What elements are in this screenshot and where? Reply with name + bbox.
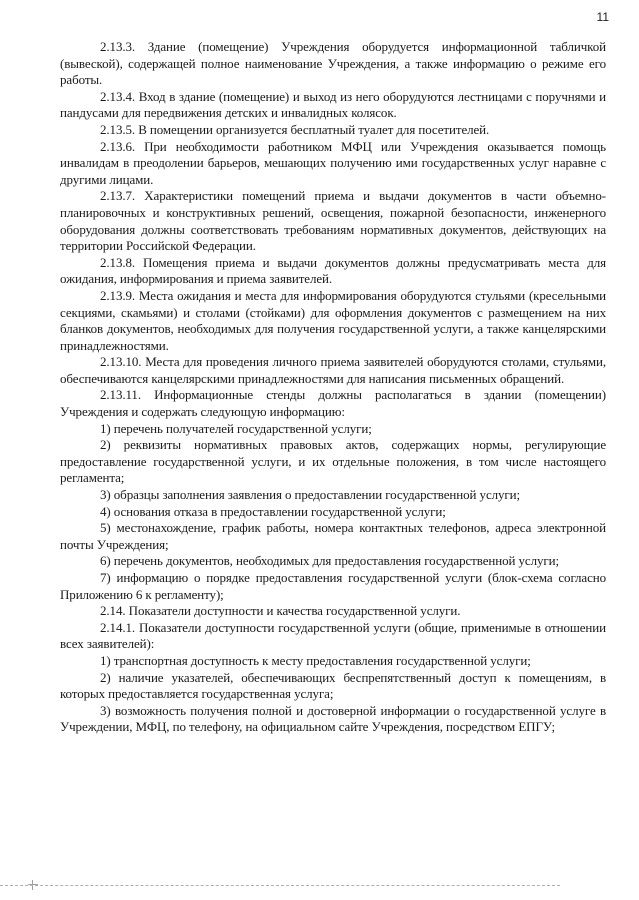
accessibility-item-3: 3) возможность получения полной и достоверной информации о государственной услуге в Учреждении, МФЦ, по телефону, на официальном сайте Учреждения, посредством ЕПГУ;: [60, 702, 606, 735]
list-item-1: 1) перечень получателей государственной услуги;: [100, 420, 372, 436]
section-heading-2-14: 2.14. Показатели доступности и качества государственной услуги.: [100, 603, 461, 619]
paragraph-2-13-4: 2.13.4. Вход в здание (помещение) и выход из него оборудуются лестницами с поручнями и пандусами для передвижения детских и инвалидных колясок.: [60, 88, 606, 121]
list-item-3: 3) образцы заполнения заявления о предоставлении государственной услуги;: [100, 487, 520, 503]
accessibility-item-2: 2) наличие указателей, обеспечивающих беспрепятственный доступ к помещениям, в которых предоставляется государственная услуга;: [60, 669, 606, 702]
list-item-2: 2) реквизиты нормативных правовых актов, содержащих нормы, регулирующие предоставление государственной услуги, и их отдельные положения, в том числе настоящего регламента;: [60, 437, 606, 486]
accessibility-item-1: 1) транспортная доступность к месту предоставления государственной услуги;: [100, 652, 531, 668]
paragraph-2-13-5: 2.13.5. В помещении организуется бесплатный туалет для посетителей.: [100, 121, 490, 137]
paragraph-2-13-10: 2.13.10. Места для проведения личного приема заявителей оборудуются столами, стульями, обеспечиваются канцелярскими принадлежностями для написания письменных обращений.: [60, 354, 606, 386]
list-item-5: 5) местонахождение, график работы, номера контактных телефонов, адреса электронной почты Учреждения;: [60, 520, 606, 552]
page-number: 11: [596, 10, 609, 24]
paragraph-2-13-11: 2.13.11. Информационные стенды должны располагаться в здании (помещении) Учреждения и содержать следующую информацию:: [60, 387, 606, 420]
footer-divider: [0, 885, 560, 886]
paragraph-2-13-9: 2.13.9. Места ожидания и места для информирования оборудуются стульями (кресельными секциями, скамьями) и столами (стойками) для оформления документов с размещением на них бланков документов, необходимых для получения государственной услуги, а также канцелярскими принадлежностями.: [60, 287, 606, 353]
paragraph-2-13-7: 2.13.7. Характеристики помещений приема и выдачи документов в части объемно-планировочных и конструктивных решений, освещения, пожарной безопасности, инженерного оборудования должны соответствовать требованиям нормативных документов, действующих на территории Российской Федерации.: [60, 188, 606, 254]
paragraph-2-13-8: 2.13.8. Помещения приема и выдачи документов должны предусматривать места для ожидания, информирования и приема заявителей.: [60, 254, 606, 287]
list-item-7: 7) информацию о порядке предоставления государственной услуги (блок-схема согласно Приложению 6 к регламенту);: [60, 570, 606, 602]
paragraph-2-14-1: 2.14.1. Показатели доступности государственной услуги (общие, применимые в отношении всех заявителей):: [60, 619, 606, 652]
paragraph-2-13-3: 2.13.3. Здание (помещение) Учреждения оборудуется информационной табличкой (вывеской), содержащей полное наименование Учреждения, а также информацию о режиме его работы.: [60, 39, 606, 88]
document-body: [60, 39, 606, 736]
paragraph-2-13-6: 2.13.6. При необходимости работником МФЦ или Учреждения оказывается помощь инвалидам в преодолении барьеров, мешающих получению ими государственных услуг наравне с другими лицами.: [60, 138, 606, 187]
list-item-6: 6) перечень документов, необходимых для предоставления государственной услуги;: [100, 553, 559, 569]
list-item-4: 4) основания отказа в предоставлении государственной услуги;: [100, 503, 446, 519]
